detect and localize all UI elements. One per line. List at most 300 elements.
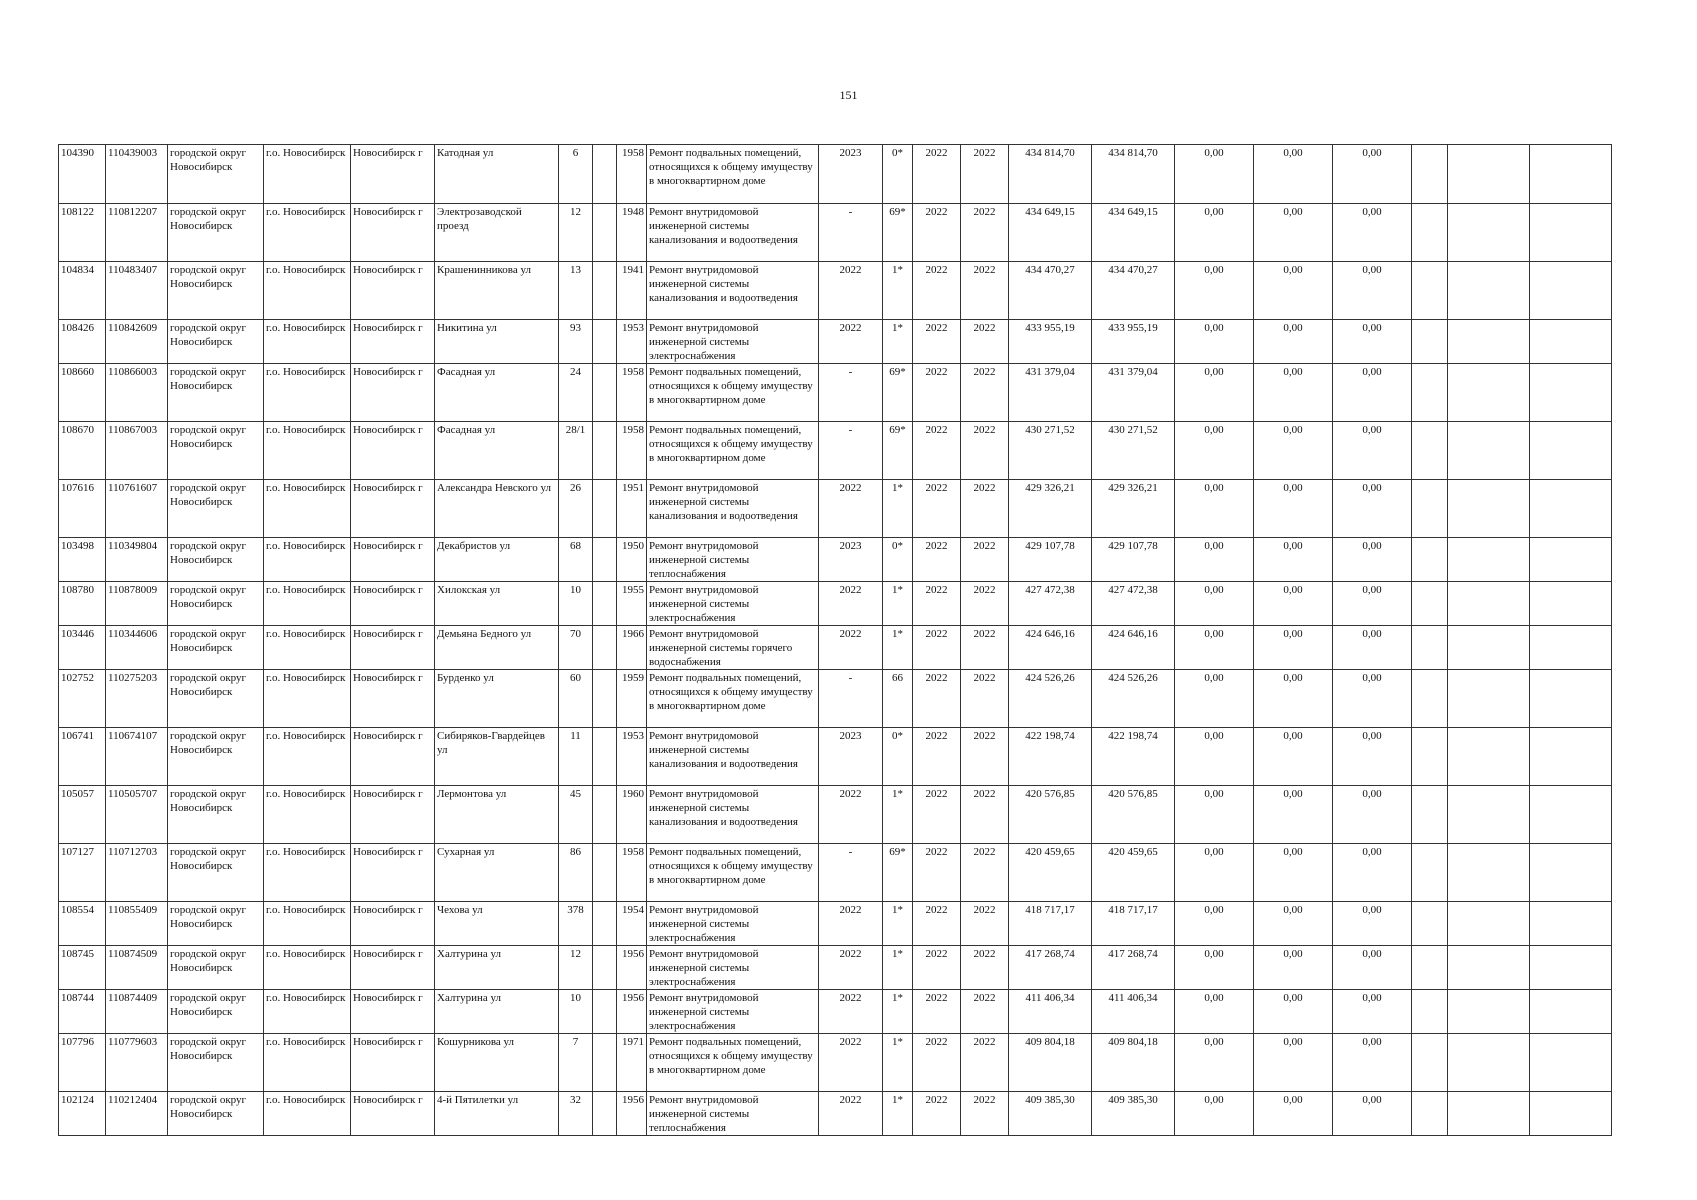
cell-plan-start: 2022 [913,538,961,582]
cell-regional-fund: 427 472,38 [1092,582,1175,626]
cell-work-type: Ремонт внутридомовой инженерной системы канализования и водоотведения [647,786,819,844]
cell-regional-fund: 420 576,85 [1092,786,1175,844]
cell-deadline: 2022 [819,786,883,844]
cell-plan-end: 2022 [961,626,1009,670]
cell-plan-end: 2022 [961,946,1009,990]
cell-plan-start: 2022 [913,786,961,844]
cell-extra-2 [1448,844,1530,902]
cell-regional-fund: 429 326,21 [1092,480,1175,538]
cell-year-built: 1953 [617,320,647,364]
cell-municipality: городской округ Новосибирск [168,1092,264,1136]
cell-extra-3 [1530,844,1612,902]
cell-extra-3 [1530,320,1612,364]
cell-municipality: городской округ Новосибирск [168,626,264,670]
cell-settlement: Новосибирск г [351,1092,435,1136]
cell-street: Крашенинникова ул [435,262,559,320]
cell-work-type: Ремонт подвальных помещений, относящихся к общему имуществу в многоквартирном доме [647,670,819,728]
cell-regional-fund: 434 470,27 [1092,262,1175,320]
cell-plan-start: 2022 [913,582,961,626]
cell-extra-3 [1530,902,1612,946]
cell-house-code: 110878009 [106,582,168,626]
cell-regional-fund: 424 526,26 [1092,670,1175,728]
cell-extra-2 [1448,204,1530,262]
cell-local-budget: 0,00 [1333,480,1412,538]
table-row [59,946,1612,990]
cell-extra-3 [1530,582,1612,626]
cell-regional-budget: 0,00 [1254,728,1333,786]
cell-deadline: 2022 [819,320,883,364]
cell-settlement: Новосибирск г [351,262,435,320]
cell-row-id: 108780 [59,582,106,626]
cell-extra-2 [1448,626,1530,670]
cell-extra-1 [1412,1092,1448,1136]
cell-house-number: 6 [559,145,593,204]
cell-plan-end: 2022 [961,364,1009,422]
cell-extra-2 [1448,422,1530,480]
cell-total-cost: 433 955,19 [1009,320,1092,364]
cell-settlement: Новосибирск г [351,1034,435,1092]
cell-extra-3 [1530,786,1612,844]
cell-row-id: 107796 [59,1034,106,1092]
cell-building [593,145,617,204]
cell-percent: 0* [883,145,913,204]
cell-year-built: 1966 [617,626,647,670]
cell-building [593,728,617,786]
cell-percent: 1* [883,320,913,364]
cell-work-type: Ремонт внутридомовой инженерной системы электроснабжения [647,990,819,1034]
table-row [59,786,1612,844]
cell-deadline: 2023 [819,538,883,582]
cell-local-budget: 0,00 [1333,786,1412,844]
cell-regional-budget: 0,00 [1254,582,1333,626]
cell-percent: 1* [883,582,913,626]
cell-plan-start: 2022 [913,480,961,538]
cell-house-code: 110439003 [106,145,168,204]
cell-regional-fund: 429 107,78 [1092,538,1175,582]
cell-plan-end: 2022 [961,728,1009,786]
cell-municipality: городской округ Новосибирск [168,145,264,204]
cell-federal-funds: 0,00 [1175,902,1254,946]
cell-extra-3 [1530,946,1612,990]
cell-extra-3 [1530,1034,1612,1092]
cell-municipality: городской округ Новосибирск [168,422,264,480]
cell-plan-end: 2022 [961,1092,1009,1136]
cell-regional-budget: 0,00 [1254,538,1333,582]
cell-deadline: - [819,670,883,728]
cell-percent: 69* [883,422,913,480]
cell-federal-funds: 0,00 [1175,364,1254,422]
cell-year-built: 1958 [617,844,647,902]
cell-local-budget: 0,00 [1333,626,1412,670]
cell-street: Сибиряков-Гвардейцев ул [435,728,559,786]
cell-year-built: 1955 [617,582,647,626]
cell-extra-1 [1412,990,1448,1034]
cell-urban-district: г.о. Новосибирск [264,786,351,844]
cell-regional-fund: 424 646,16 [1092,626,1175,670]
cell-regional-fund: 409 804,18 [1092,1034,1175,1092]
cell-row-id: 102124 [59,1092,106,1136]
cell-federal-funds: 0,00 [1175,480,1254,538]
cell-urban-district: г.о. Новосибирск [264,990,351,1034]
cell-federal-funds: 0,00 [1175,320,1254,364]
cell-year-built: 1958 [617,145,647,204]
cell-local-budget: 0,00 [1333,538,1412,582]
cell-regional-fund: 422 198,74 [1092,728,1175,786]
cell-local-budget: 0,00 [1333,262,1412,320]
cell-extra-2 [1448,262,1530,320]
cell-work-type: Ремонт подвальных помещений, относящихся к общему имуществу в многоквартирном доме [647,1034,819,1092]
cell-deadline: - [819,844,883,902]
cell-urban-district: г.о. Новосибирск [264,946,351,990]
cell-work-type: Ремонт внутридомовой инженерной системы канализования и водоотведения [647,728,819,786]
cell-work-type: Ремонт внутридомовой инженерной системы канализования и водоотведения [647,262,819,320]
cell-street: Сухарная ул [435,844,559,902]
registry-table [58,144,1612,1136]
cell-plan-start: 2022 [913,364,961,422]
table-row [59,582,1612,626]
cell-municipality: городской округ Новосибирск [168,902,264,946]
cell-plan-end: 2022 [961,902,1009,946]
table-row [59,902,1612,946]
cell-extra-2 [1448,582,1530,626]
cell-extra-3 [1530,204,1612,262]
cell-regional-fund: 431 379,04 [1092,364,1175,422]
cell-extra-1 [1412,262,1448,320]
cell-urban-district: г.о. Новосибирск [264,582,351,626]
cell-building [593,844,617,902]
cell-row-id: 104390 [59,145,106,204]
cell-building [593,422,617,480]
cell-extra-1 [1412,786,1448,844]
cell-extra-1 [1412,626,1448,670]
cell-local-budget: 0,00 [1333,670,1412,728]
cell-plan-start: 2022 [913,670,961,728]
cell-row-id: 107616 [59,480,106,538]
cell-row-id: 104834 [59,262,106,320]
cell-extra-2 [1448,728,1530,786]
cell-settlement: Новосибирск г [351,786,435,844]
cell-percent: 1* [883,480,913,538]
cell-building [593,480,617,538]
cell-plan-start: 2022 [913,728,961,786]
cell-local-budget: 0,00 [1333,145,1412,204]
cell-regional-fund: 430 271,52 [1092,422,1175,480]
cell-house-number: 45 [559,786,593,844]
table-row [59,626,1612,670]
cell-municipality: городской округ Новосибирск [168,670,264,728]
cell-house-code: 110874509 [106,946,168,990]
table-row [59,844,1612,902]
cell-street: Кошурникова ул [435,1034,559,1092]
cell-municipality: городской округ Новосибирск [168,538,264,582]
cell-plan-start: 2022 [913,946,961,990]
cell-plan-start: 2022 [913,145,961,204]
cell-street: Халтурина ул [435,946,559,990]
cell-regional-budget: 0,00 [1254,670,1333,728]
cell-plan-end: 2022 [961,1034,1009,1092]
cell-house-number: 7 [559,1034,593,1092]
cell-plan-start: 2022 [913,320,961,364]
cell-extra-1 [1412,320,1448,364]
cell-plan-start: 2022 [913,1034,961,1092]
cell-row-id: 103498 [59,538,106,582]
cell-house-code: 110866003 [106,364,168,422]
cell-extra-1 [1412,422,1448,480]
cell-federal-funds: 0,00 [1175,145,1254,204]
cell-regional-budget: 0,00 [1254,902,1333,946]
cell-row-id: 108744 [59,990,106,1034]
cell-urban-district: г.о. Новосибирск [264,728,351,786]
cell-house-number: 12 [559,946,593,990]
table-row [59,422,1612,480]
cell-total-cost: 431 379,04 [1009,364,1092,422]
cell-year-built: 1950 [617,538,647,582]
cell-settlement: Новосибирск г [351,990,435,1034]
cell-plan-start: 2022 [913,844,961,902]
cell-building [593,786,617,844]
cell-local-budget: 0,00 [1333,582,1412,626]
cell-total-cost: 411 406,34 [1009,990,1092,1034]
cell-house-number: 93 [559,320,593,364]
cell-street: Декабристов ул [435,538,559,582]
cell-building [593,262,617,320]
cell-house-code: 110761607 [106,480,168,538]
cell-regional-budget: 0,00 [1254,145,1333,204]
table-row [59,990,1612,1034]
cell-extra-1 [1412,946,1448,990]
cell-total-cost: 424 646,16 [1009,626,1092,670]
cell-total-cost: 427 472,38 [1009,582,1092,626]
cell-work-type: Ремонт внутридомовой инженерной системы электроснабжения [647,946,819,990]
cell-extra-3 [1530,1092,1612,1136]
cell-extra-2 [1448,480,1530,538]
cell-house-code: 110505707 [106,786,168,844]
cell-year-built: 1956 [617,1092,647,1136]
cell-house-number: 12 [559,204,593,262]
cell-local-budget: 0,00 [1333,204,1412,262]
cell-house-number: 86 [559,844,593,902]
cell-house-code: 110344606 [106,626,168,670]
cell-work-type: Ремонт подвальных помещений, относящихся к общему имуществу в многоквартирном доме [647,422,819,480]
cell-regional-budget: 0,00 [1254,422,1333,480]
cell-plan-start: 2022 [913,204,961,262]
cell-house-number: 378 [559,902,593,946]
cell-house-code: 110812207 [106,204,168,262]
table-row [59,1034,1612,1092]
cell-urban-district: г.о. Новосибирск [264,262,351,320]
cell-row-id: 102752 [59,670,106,728]
cell-house-code: 110855409 [106,902,168,946]
table-row [59,670,1612,728]
cell-work-type: Ремонт внутридомовой инженерной системы теплоснабжения [647,538,819,582]
cell-plan-end: 2022 [961,422,1009,480]
cell-extra-1 [1412,582,1448,626]
cell-street: Бурденко ул [435,670,559,728]
cell-regional-fund: 420 459,65 [1092,844,1175,902]
cell-year-built: 1958 [617,364,647,422]
cell-municipality: городской округ Новосибирск [168,262,264,320]
cell-percent: 66 [883,670,913,728]
cell-percent: 1* [883,626,913,670]
cell-house-code: 110674107 [106,728,168,786]
cell-street: Фасадная ул [435,422,559,480]
cell-municipality: городской округ Новосибирск [168,320,264,364]
cell-plan-start: 2022 [913,422,961,480]
cell-year-built: 1941 [617,262,647,320]
cell-extra-2 [1448,946,1530,990]
cell-extra-3 [1530,670,1612,728]
cell-deadline: - [819,422,883,480]
cell-extra-1 [1412,204,1448,262]
cell-municipality: городской округ Новосибирск [168,582,264,626]
cell-extra-1 [1412,364,1448,422]
cell-municipality: городской округ Новосибирск [168,364,264,422]
table-row [59,1092,1612,1136]
cell-local-budget: 0,00 [1333,422,1412,480]
cell-settlement: Новосибирск г [351,582,435,626]
cell-row-id: 108554 [59,902,106,946]
cell-urban-district: г.о. Новосибирск [264,480,351,538]
cell-building [593,1092,617,1136]
cell-extra-3 [1530,262,1612,320]
table-row [59,364,1612,422]
cell-house-code: 110212404 [106,1092,168,1136]
cell-regional-fund: 434 814,70 [1092,145,1175,204]
cell-building [593,1034,617,1092]
cell-work-type: Ремонт внутридомовой инженерной системы электроснабжения [647,320,819,364]
table-row [59,320,1612,364]
cell-federal-funds: 0,00 [1175,1092,1254,1136]
cell-work-type: Ремонт внутридомовой инженерной системы канализования и водоотведения [647,480,819,538]
cell-total-cost: 418 717,17 [1009,902,1092,946]
table-row [59,145,1612,204]
cell-total-cost: 422 198,74 [1009,728,1092,786]
cell-extra-2 [1448,902,1530,946]
cell-year-built: 1954 [617,902,647,946]
cell-regional-fund: 409 385,30 [1092,1092,1175,1136]
cell-house-code: 110842609 [106,320,168,364]
cell-building [593,626,617,670]
cell-federal-funds: 0,00 [1175,626,1254,670]
cell-extra-2 [1448,364,1530,422]
cell-deadline: - [819,204,883,262]
cell-street: Лермонтова ул [435,786,559,844]
cell-regional-fund: 433 955,19 [1092,320,1175,364]
cell-house-number: 11 [559,728,593,786]
cell-plan-start: 2022 [913,626,961,670]
cell-regional-fund: 434 649,15 [1092,204,1175,262]
cell-plan-end: 2022 [961,320,1009,364]
cell-settlement: Новосибирск г [351,204,435,262]
cell-work-type: Ремонт внутридомовой инженерной системы горячего водоснабжения [647,626,819,670]
cell-building [593,204,617,262]
cell-year-built: 1956 [617,946,647,990]
cell-extra-2 [1448,1034,1530,1092]
cell-local-budget: 0,00 [1333,902,1412,946]
cell-municipality: городской округ Новосибирск [168,786,264,844]
cell-settlement: Новосибирск г [351,538,435,582]
cell-percent: 0* [883,538,913,582]
cell-building [593,902,617,946]
cell-row-id: 105057 [59,786,106,844]
cell-plan-end: 2022 [961,262,1009,320]
cell-regional-fund: 418 717,17 [1092,902,1175,946]
cell-row-id: 107127 [59,844,106,902]
cell-urban-district: г.о. Новосибирск [264,902,351,946]
cell-local-budget: 0,00 [1333,990,1412,1034]
cell-house-number: 24 [559,364,593,422]
cell-percent: 69* [883,364,913,422]
cell-plan-end: 2022 [961,538,1009,582]
cell-local-budget: 0,00 [1333,364,1412,422]
cell-local-budget: 0,00 [1333,844,1412,902]
table-row [59,728,1612,786]
cell-federal-funds: 0,00 [1175,786,1254,844]
cell-deadline: 2023 [819,145,883,204]
cell-extra-3 [1530,538,1612,582]
cell-regional-budget: 0,00 [1254,204,1333,262]
cell-year-built: 1956 [617,990,647,1034]
cell-urban-district: г.о. Новосибирск [264,364,351,422]
cell-total-cost: 434 814,70 [1009,145,1092,204]
cell-municipality: городской округ Новосибирск [168,204,264,262]
cell-extra-1 [1412,902,1448,946]
cell-settlement: Новосибирск г [351,422,435,480]
cell-regional-budget: 0,00 [1254,364,1333,422]
cell-building [593,538,617,582]
cell-house-code: 110874409 [106,990,168,1034]
cell-row-id: 108670 [59,422,106,480]
cell-total-cost: 417 268,74 [1009,946,1092,990]
cell-regional-budget: 0,00 [1254,844,1333,902]
cell-deadline: 2022 [819,626,883,670]
cell-house-number: 13 [559,262,593,320]
cell-regional-budget: 0,00 [1254,480,1333,538]
cell-house-number: 28/1 [559,422,593,480]
cell-deadline: 2022 [819,1092,883,1136]
cell-work-type: Ремонт внутридомовой инженерной системы электроснабжения [647,902,819,946]
cell-street: Электрозаводской проезд [435,204,559,262]
cell-plan-start: 2022 [913,990,961,1034]
cell-regional-budget: 0,00 [1254,786,1333,844]
cell-municipality: городской округ Новосибирск [168,946,264,990]
cell-street: Чехова ул [435,902,559,946]
cell-house-number: 10 [559,582,593,626]
cell-plan-start: 2022 [913,1092,961,1136]
cell-deadline: 2023 [819,728,883,786]
cell-extra-3 [1530,422,1612,480]
cell-percent: 1* [883,262,913,320]
cell-municipality: городской округ Новосибирск [168,844,264,902]
cell-municipality: городской округ Новосибирск [168,728,264,786]
cell-year-built: 1971 [617,1034,647,1092]
cell-extra-1 [1412,728,1448,786]
cell-plan-end: 2022 [961,990,1009,1034]
cell-row-id: 103446 [59,626,106,670]
cell-building [593,670,617,728]
cell-regional-budget: 0,00 [1254,626,1333,670]
cell-deadline: 2022 [819,1034,883,1092]
cell-federal-funds: 0,00 [1175,582,1254,626]
cell-building [593,990,617,1034]
cell-year-built: 1960 [617,786,647,844]
cell-urban-district: г.о. Новосибирск [264,538,351,582]
cell-deadline: 2022 [819,262,883,320]
cell-plan-start: 2022 [913,902,961,946]
cell-plan-end: 2022 [961,786,1009,844]
cell-year-built: 1958 [617,422,647,480]
cell-local-budget: 0,00 [1333,946,1412,990]
